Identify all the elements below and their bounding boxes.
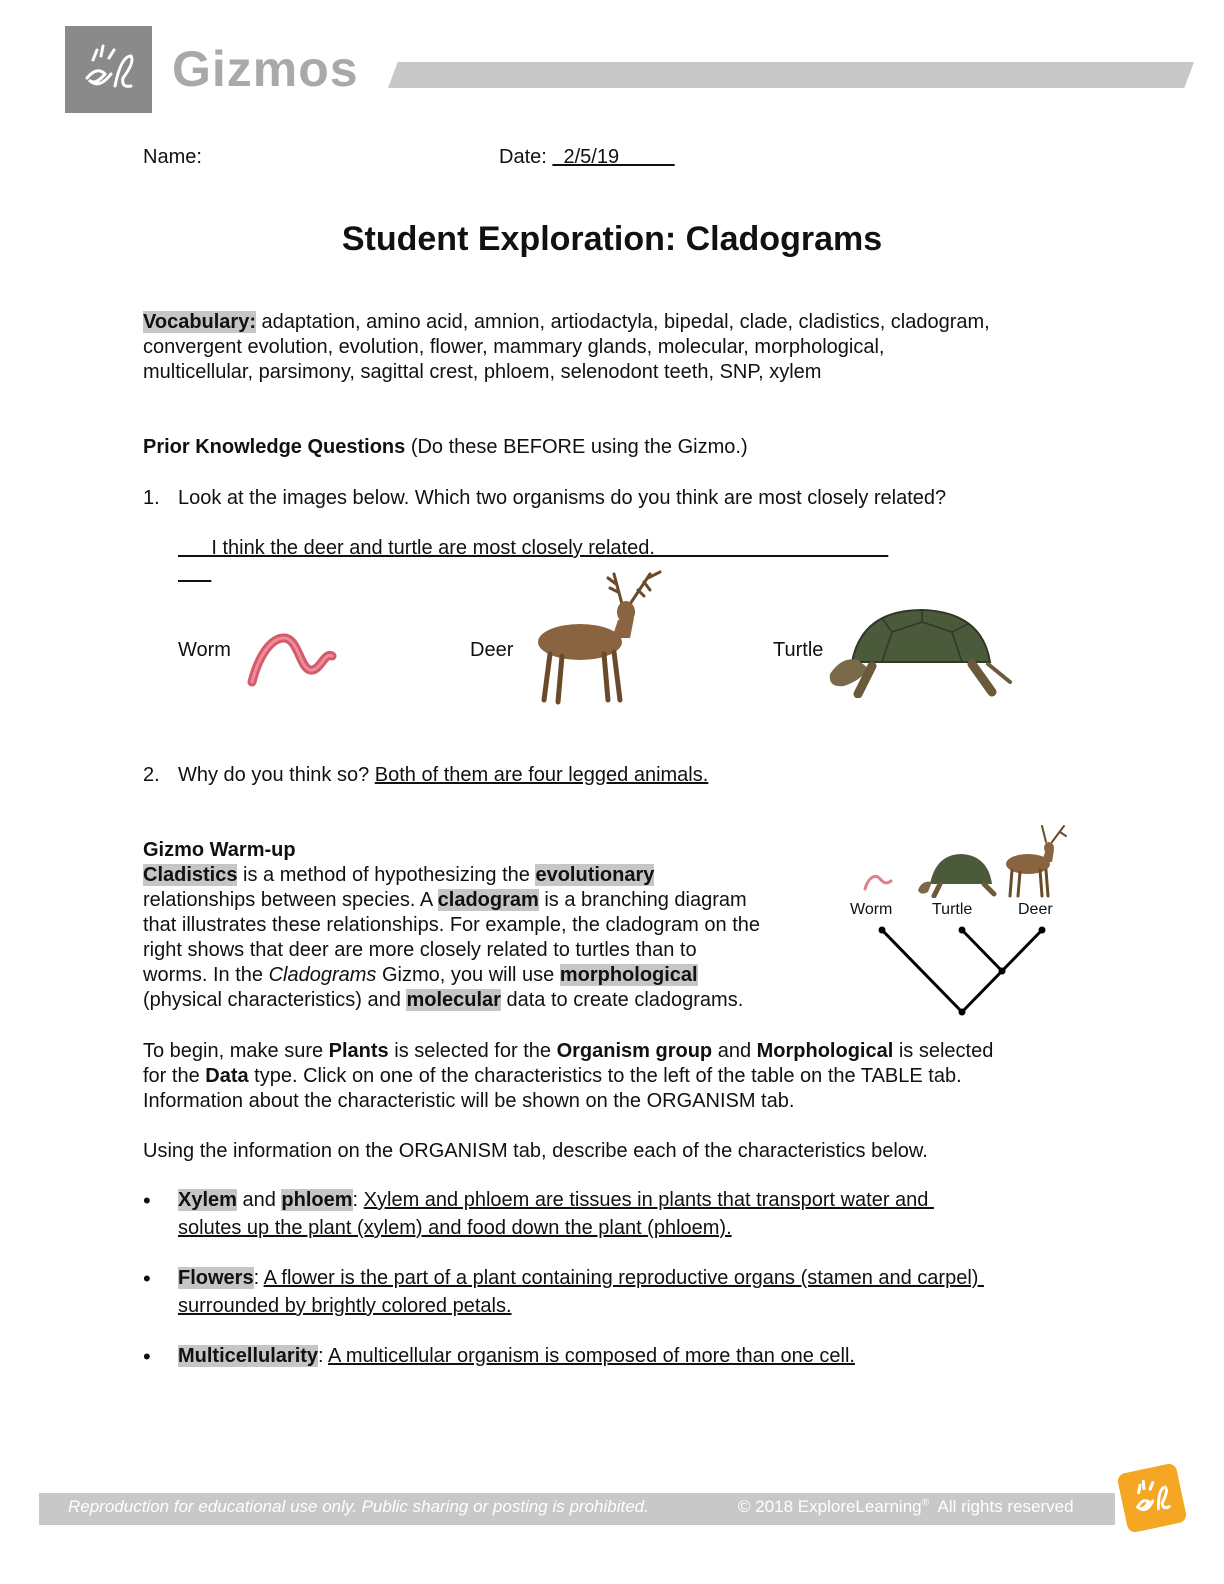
prior-knowledge-note: (Do these BEFORE using the Gizmo.): [405, 436, 748, 458]
bullet-icon: •: [143, 1266, 151, 1291]
instructions-text: is selected: [893, 1040, 994, 1062]
date-value[interactable]: 2/5/19: [552, 146, 675, 168]
turtle-image: [822, 602, 1012, 698]
flowers-answer-2[interactable]: surrounded by brightly colored petals.: [178, 1295, 512, 1317]
characteristic-xylem-phloem: [178, 1188, 934, 1213]
instructions-text: type. Click on one of the characteristics to the left of the table on the TABLE tab.: [248, 1065, 962, 1087]
header-bar: [388, 62, 1194, 88]
name-line: [143, 145, 419, 170]
bullet-icon: •: [143, 1344, 151, 1369]
instructions-text: To begin, make sure: [143, 1040, 329, 1062]
date-label: Date:: [499, 146, 547, 168]
vocabulary-text-1: adaptation, amino acid, amnion, artiodactyla, bipedal, clade, cladistics, cladogram,: [256, 311, 990, 333]
term-flowers: Flowers: [178, 1267, 254, 1289]
term-cladistics: Cladistics: [143, 864, 238, 886]
name-label: Name:: [143, 146, 202, 168]
cladogram-figure: [846, 822, 1070, 1018]
cladogram-label-turtle: Turtle: [932, 901, 973, 918]
cladogram-worm-image: [862, 872, 894, 892]
question-1-answer-tail: [178, 561, 211, 586]
multicellularity-answer[interactable]: A multicellular organism is composed of more than one cell.: [328, 1345, 855, 1367]
term-morphological-option: Morphological: [756, 1040, 894, 1062]
prior-knowledge-title: Prior Knowledge Questions: [143, 436, 406, 458]
warmup-line-6: [143, 988, 743, 1013]
term-cladogram: cladogram: [437, 889, 539, 911]
worm-label: Worm: [178, 639, 231, 661]
instructions-text: is selected for the: [388, 1040, 557, 1062]
deer-label: Deer: [470, 639, 514, 661]
deer-image: [530, 568, 670, 708]
rights-text: All rights reserved: [928, 1497, 1074, 1516]
question-1-answer[interactable]: I think the deer and turtle are most closely related.: [178, 537, 889, 559]
question-2-line: [178, 763, 708, 788]
cladogram-label-worm: Worm: [850, 901, 893, 918]
warmup-line-3: that illustrates these relationships. For example, the cladogram on the: [143, 914, 760, 936]
instructions-line-1: [143, 1039, 993, 1064]
vocabulary-text-2: convergent evolution, evolution, flower, mammary glands, molecular, morphological,: [143, 336, 885, 358]
question-1-number: 1.: [143, 487, 160, 509]
term-multicellularity: Multicellularity: [178, 1345, 319, 1367]
registered-mark: ®: [921, 1497, 929, 1509]
vocabulary-line-1: [143, 310, 990, 335]
warmup-text: worms. In the: [143, 964, 269, 986]
term-evolutionary: evolutionary: [535, 864, 655, 886]
warmup-line-1: [143, 863, 654, 888]
el-logo-icon: [65, 26, 152, 113]
cladogram-label-deer: Deer: [1018, 901, 1053, 918]
warmup-line-4: right shows that deer are more closely related to turtles than to: [143, 939, 697, 961]
warmup-text: Gizmo, you will use: [376, 964, 560, 986]
question-2-number: 2.: [143, 764, 160, 786]
cladogram-branches: [846, 920, 1070, 1018]
warmup-heading: Gizmo Warm-up: [143, 839, 296, 861]
term-molecular: molecular: [406, 989, 501, 1011]
term-organism-group: Organism group: [556, 1040, 713, 1062]
bullet-icon: •: [143, 1188, 151, 1213]
term-xylem: Xylem: [178, 1189, 237, 1211]
footer-notice: Reproduction for educational use only. Public sharing or posting is prohibited.: [68, 1497, 649, 1516]
xylem-phloem-answer-2[interactable]: solutes up the plant (xylem) and food down the plant (phloem).: [178, 1217, 732, 1239]
worm-image: [246, 628, 340, 688]
warmup-line-5: [143, 963, 698, 988]
instructions-text: and: [712, 1040, 757, 1062]
explorelearning-logo: [65, 26, 152, 113]
brand-name: Gizmos: [172, 41, 359, 97]
gizmo-name: Cladograms: [268, 964, 377, 986]
warmup-text: (physical characteristics) and: [143, 989, 407, 1011]
page-title: Student Exploration: Cladograms: [341, 220, 883, 258]
characteristic-text: :: [253, 1267, 264, 1289]
name-field[interactable]: [207, 147, 419, 167]
characteristic-multicellularity: [178, 1344, 855, 1369]
el-badge-glyph: [1116, 1462, 1187, 1533]
term-plants: Plants: [328, 1040, 389, 1062]
question-2-text: Why do you think so?: [178, 764, 375, 786]
question-1-text: Look at the images below. Which two organisms do you think are most closely related?: [178, 487, 947, 509]
warmup-text: is a method of hypothesizing the: [237, 864, 536, 886]
term-morphological: morphological: [559, 964, 698, 986]
prior-knowledge-heading: [143, 435, 748, 460]
warmup-line-2: [143, 888, 747, 913]
footer-copyright: [738, 1497, 1074, 1517]
characteristic-text: and: [236, 1189, 282, 1211]
copyright-text: © 2018 ExploreLearning: [738, 1497, 922, 1516]
vocabulary-label: Vocabulary:: [143, 311, 256, 333]
instructions-line-3: Information about the characteristic will be shown on the ORGANISM tab.: [143, 1090, 795, 1112]
term-data: Data: [205, 1065, 249, 1087]
term-phloem: phloem: [281, 1189, 353, 1211]
vocabulary-text-3: multicellular, parsimony, sagittal crest, phloem, selenodont teeth, SNP, xylem: [143, 361, 822, 383]
xylem-phloem-answer[interactable]: Xylem and phloem are tissues in plants that transport water and: [363, 1189, 934, 1211]
warmup-text: data to create cladograms.: [500, 989, 744, 1011]
warmup-text: is a branching diagram: [538, 889, 747, 911]
instructions-line-2: [143, 1064, 962, 1089]
flowers-answer[interactable]: A flower is the part of a plant containing reproductive organs (stamen and carpel): [263, 1267, 984, 1289]
turtle-label: Turtle: [773, 639, 824, 661]
instructions-text: for the: [143, 1065, 206, 1087]
cladogram-deer-image: [1000, 824, 1072, 898]
characteristic-text: :: [352, 1189, 364, 1211]
warmup-text: relationships between species. A: [143, 889, 438, 911]
explorelearning-badge-icon: [1116, 1462, 1187, 1533]
date-line: [499, 145, 675, 170]
describe-instruction: Using the information on the ORGANISM tab, describe each of the characteristics below.: [143, 1140, 928, 1162]
cladogram-turtle-image: [914, 850, 1000, 898]
characteristic-text: :: [318, 1345, 329, 1367]
question-2-answer[interactable]: Both of them are four legged animals.: [374, 764, 709, 786]
characteristic-flowers: [178, 1266, 984, 1291]
